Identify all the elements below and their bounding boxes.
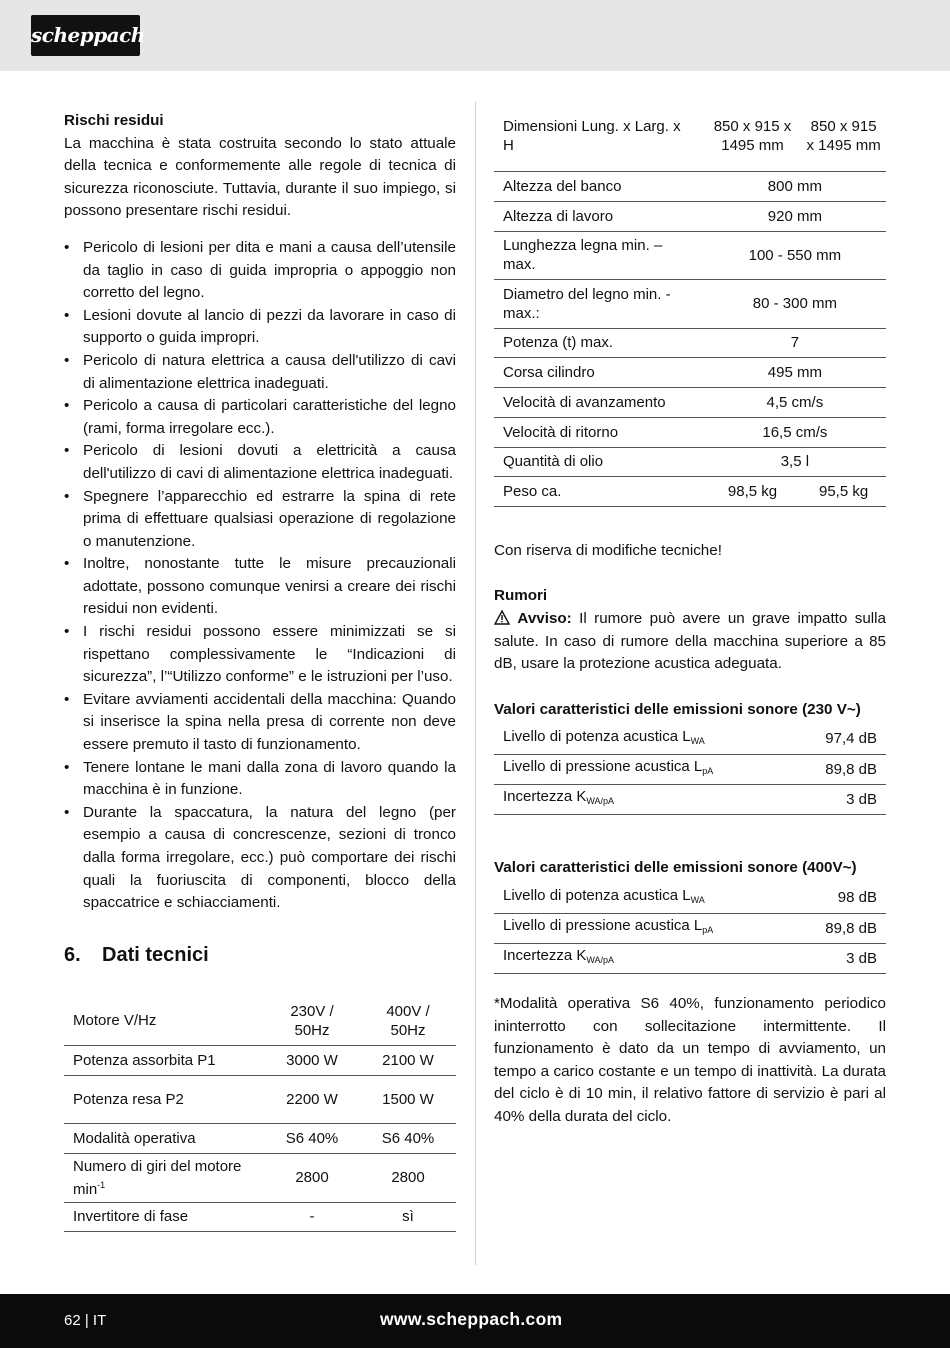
table-cell: Potenza assorbita P1 — [64, 1045, 264, 1075]
table-cell: Peso ca. — [494, 476, 704, 506]
table-cell — [494, 943, 794, 973]
table-cell: Diametro del legno min. - max.: — [494, 279, 704, 328]
table-row — [64, 1045, 456, 1075]
motor-specs-table — [64, 997, 456, 1232]
noise-230-table — [494, 724, 886, 815]
table-cell: 3 dB — [794, 784, 886, 814]
superscript: -1 — [97, 1179, 106, 1190]
table-cell — [494, 754, 794, 784]
table-cell: 920 mm — [704, 201, 886, 231]
table-row — [494, 357, 886, 387]
cell-label: Incertezza K — [503, 788, 587, 805]
table-cell: 95,5 kg — [801, 476, 886, 506]
table-row — [494, 102, 886, 171]
list-item: • Pericolo a causa di particolari caratteristiche del legno (rami, forma irregolare ecc.). — [64, 395, 456, 440]
page-number: 62 | IT — [64, 1312, 107, 1329]
table-cell: 495 mm — [704, 357, 886, 387]
list-item: • Tenere lontane le mani dalla zona di lavoro quando la macchina è in funzione. — [64, 757, 456, 802]
table-cell: 2100 W — [360, 1045, 456, 1075]
table-row — [494, 417, 886, 447]
table-cell: 1500 W — [360, 1075, 456, 1123]
table-cell: 89,8 dB — [794, 754, 886, 784]
table-cell: 2800 — [360, 1153, 456, 1202]
cell-label: Livello di pressione acustica L — [503, 758, 703, 775]
footer-bar — [0, 1294, 950, 1348]
table-row — [64, 1123, 456, 1153]
list-item: • Pericolo di natura elettrica a causa dell'utilizzo di cavi di alimentazione elettrica inadeguati. — [64, 350, 456, 395]
table-cell: 3,5 l — [704, 447, 886, 476]
table-cell: Corsa cilindro — [494, 357, 704, 387]
subscript: WA/pA — [586, 796, 615, 806]
table-cell — [494, 784, 794, 814]
table-cell: Velocità di avanzamento — [494, 387, 704, 417]
table-cell: 7 — [704, 328, 886, 357]
table-cell: Potenza (t) max. — [494, 328, 704, 357]
warning-icon — [494, 610, 510, 625]
header-bar — [0, 0, 950, 71]
table-cell: 16,5 cm/s — [704, 417, 886, 447]
table-row — [494, 201, 886, 231]
table-cell: 400V / 50Hz — [360, 997, 456, 1045]
table-row — [494, 279, 886, 328]
table-cell: Quantità di olio — [494, 447, 704, 476]
section-title: Dati tecnici — [102, 944, 209, 966]
table-cell: Lunghezza legna min. – max. — [494, 231, 704, 279]
table-row — [64, 1075, 456, 1123]
list-item: • Inoltre, nonostante tutte le misure precauzionali adottate, possono comunque venirsi a creare dei rischi residui non evidenti. — [64, 553, 456, 621]
reserve-note: Con riserva di modifiche tecniche! — [494, 542, 722, 559]
machine-specs-table — [494, 102, 886, 507]
cell-label: Livello di potenza acustica L — [503, 886, 691, 904]
list-item: • Durante la spaccatura, la natura del legno (per esempio a causa di concrescenze, sezioni di tronco dalla forma irregolare, ecc.) può comportare dei rischi quali la fuoriuscita di componenti, blocco della spaccatrice e schiacciamenti. — [64, 802, 456, 915]
cell-label: Livello di potenza acustica L — [503, 727, 691, 745]
table-cell — [494, 913, 794, 943]
table-cell: - — [264, 1202, 360, 1231]
table-cell: 100 - 550 mm — [704, 231, 886, 279]
table-row — [494, 231, 886, 279]
noise-warning — [494, 608, 886, 676]
residual-risks-title: Rischi residui — [64, 112, 164, 129]
table-cell: 98,5 kg — [704, 476, 801, 506]
list-item: • Evitare avviamenti accidentali della macchina: Quando si inserisce la spina nella presa di corrente non deve essere premuto il tasto di funzionamento. — [64, 689, 456, 757]
residual-risks-list — [64, 237, 456, 915]
noise-title: Rumori — [494, 587, 548, 604]
table-cell: 3000 W — [264, 1045, 360, 1075]
table-cell: Invertitore di fase — [64, 1202, 264, 1231]
table-cell: Potenza resa P2 — [64, 1075, 264, 1123]
table-cell: 850 x 915 x 1495 mm — [801, 102, 886, 171]
table-cell: 850 x 915 x 1495 mm — [704, 102, 801, 171]
cell-label: Incertezza K — [503, 947, 587, 964]
list-item: • Lesioni dovute al lancio di pezzi da lavorare in caso di supporto o guida impropri. — [64, 305, 456, 350]
table-cell: 3 dB — [794, 943, 886, 973]
table-row — [494, 754, 886, 784]
section-heading — [64, 944, 209, 967]
table-cell — [494, 883, 794, 913]
residual-risks-intro: La macchina è stata costruita secondo lo stato attuale della tecnica e conformemente alle regole di tecnica di sicurezza riconosciute. Tuttavia, durante il suo impiego, si possono presentare rischi residui. — [64, 134, 456, 220]
table-cell: Dimensioni Lung. x Larg. x H — [494, 102, 704, 171]
table-cell: 97,4 dB — [794, 724, 886, 754]
table-cell: S6 40% — [360, 1123, 456, 1153]
list-item: • Pericolo di lesioni per dita e mani a causa dell’utensile da taglio in caso di guida impropria o appoggio non corretto del legno. — [64, 237, 456, 305]
warning-text: Il rumore può avere un grave impatto sulla salute. In caso di rumore della macchina superiore a 85 dB, usare la protezione acustica adeguata. — [494, 610, 886, 673]
table-cell: Altezza di lavoro — [494, 201, 704, 231]
table-row — [494, 328, 886, 357]
residual-risks-section — [64, 110, 456, 915]
table-cell: sì — [360, 1202, 456, 1231]
footnote: *Modalità operativa S6 40%, funzionamento periodico ininterrotto con sollecitazione intermittente. Il funzionamento è dato da un tempo di avviamento, un tempo a carico costante e un tempo di inattività. La durata del ciclo è di 10 min, il relativo fattore di servizio è pari al 40% della durata del ciclo. — [494, 995, 886, 1125]
table-row — [494, 447, 886, 476]
table-cell: Motore V/Hz — [64, 997, 264, 1045]
column-divider — [475, 102, 476, 1265]
table-cell: Velocità di ritorno — [494, 417, 704, 447]
cell-label: Numero di giri del motore min — [73, 1157, 242, 1198]
table-cell: Altezza del banco — [494, 171, 704, 201]
table-cell: 89,8 dB — [794, 913, 886, 943]
website-link[interactable]: www.scheppach.com — [380, 1309, 563, 1329]
noise-400-title: Valori caratteristici delle emissioni sonore (400V~) — [494, 859, 857, 876]
noise-400-table — [494, 883, 886, 974]
table-cell: S6 40% — [264, 1123, 360, 1153]
table-row — [494, 943, 886, 973]
brand-logo: scheppach — [31, 15, 140, 56]
table-row — [494, 784, 886, 814]
table-row — [64, 1202, 456, 1231]
subscript: pA — [702, 925, 714, 935]
warning-label: Avviso: — [517, 610, 572, 627]
list-item: • I rischi residui possono essere minimizzati se si rispettano complessivamente le “Indicazioni di sicurezza”, l’“Utilizzo conforme” e le istruzioni per l’uso. — [64, 621, 456, 689]
subscript: WA — [690, 735, 705, 746]
table-row — [494, 883, 886, 913]
table-row — [494, 476, 886, 506]
cell-label: Livello di pressione acustica L — [503, 917, 703, 934]
table-row — [494, 171, 886, 201]
table-cell: 80 - 300 mm — [704, 279, 886, 328]
section-number: 6. — [64, 944, 81, 966]
table-cell: 4,5 cm/s — [704, 387, 886, 417]
table-cell — [64, 1153, 264, 1202]
table-row — [494, 724, 886, 754]
table-cell: 2200 W — [264, 1075, 360, 1123]
subscript: pA — [702, 766, 714, 776]
table-cell: 2800 — [264, 1153, 360, 1202]
table-cell: Modalità operativa — [64, 1123, 264, 1153]
table-row — [64, 1153, 456, 1202]
subscript: WA — [690, 894, 705, 905]
table-cell — [494, 724, 794, 754]
table-row — [494, 913, 886, 943]
subscript: WA/pA — [586, 955, 615, 965]
list-item: • Spegnere l’apparecchio ed estrarre la spina di rete prima di effettuare qualsiasi operazione di regolazione o manutenzione. — [64, 486, 456, 554]
noise-230-title: Valori caratteristici delle emissioni sonore (230 V~) — [494, 701, 861, 718]
table-row — [494, 387, 886, 417]
table-cell: 800 mm — [704, 171, 886, 201]
list-item: • Pericolo di lesioni dovuti a elettricità a causa dell'utilizzo di cavi di alimentazione elettrica inadeguati. — [64, 440, 456, 485]
table-cell: 98 dB — [794, 883, 886, 913]
table-cell: 230V / 50Hz — [264, 997, 360, 1045]
table-row — [64, 997, 456, 1045]
